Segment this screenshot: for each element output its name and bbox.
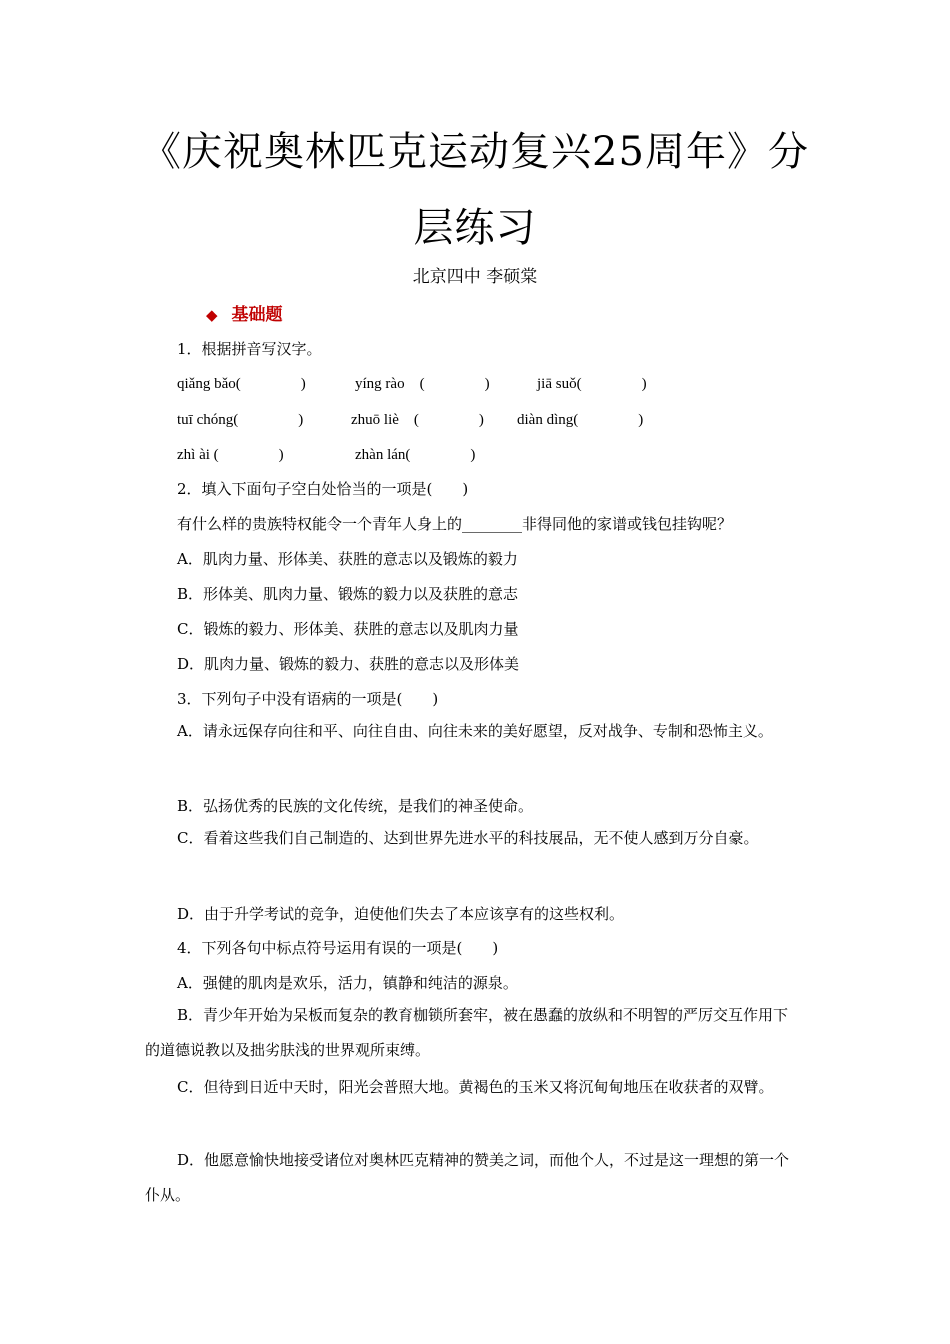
q3-option-a: A．请永远保存向往和平、向往自由、向往未来的美好愿望，反对战争、专制和恐怖主义。: [177, 722, 773, 740]
q3-option-d: D．由于升学考试的竞争，迫使他们失去了本应该享有的这些权利。: [177, 905, 625, 923]
q4-option-c: C．但待到日近中天时，阳光会普照大地。黄褐色的玉米又将沉甸甸地压在收获者的双臂。: [177, 1078, 774, 1096]
section-heading: [206, 300, 283, 325]
q2-option-a: A．肌肉力量、形体美、获胜的意志以及锻炼的毅力: [177, 550, 518, 568]
q2-option-c: C．锻炼的毅力、形体美、获胜的意志以及肌肉力量: [177, 620, 519, 638]
pinyin-item: yíng rào ( ): [355, 376, 490, 392]
q3-stem: 3．下列句子中没有语病的一项是( ): [177, 690, 439, 708]
q2-option-b: B．形体美、肌肉力量、锻炼的毅力以及获胜的意志: [177, 585, 519, 603]
q2-option-d: D．肌肉力量、锻炼的毅力、获胜的意志以及形体美: [177, 655, 520, 673]
q3-option-b: B．弘扬优秀的民族的文化传统，是我们的神圣使命。: [177, 797, 534, 815]
pinyin-item: zhàn lán( ): [355, 447, 476, 463]
q3-option-c: C．看着这些我们自己制造的、达到世界先进水平的科技展品，无不使人感到万分自豪。: [177, 829, 759, 847]
pinyin-item: zhuō liè ( ): [351, 412, 484, 428]
pinyin-item: diàn dìng( ): [517, 412, 644, 428]
pinyin-item: tuī chóng( ): [177, 412, 304, 428]
q4-option-b: B．青少年开始为呆板而复杂的教育枷锁所套牢，被在愚蠢的放纵和不明智的严厉交互作用下的道德说教以及拙劣肤浅的世界观所束缚。: [145, 1006, 789, 1059]
q2-sentence: 有什么样的贵族特权能令一个青年人身上的________非得同他的家谱或钱包挂钩呢？: [177, 515, 733, 533]
diamond-bullet-icon: ◆: [206, 306, 218, 324]
page-title-line-1: 《庆祝奥林匹克运动复兴25周年》分: [141, 129, 809, 175]
page-title-line-2: 层练习: [413, 205, 537, 251]
pinyin-item: zhì ài ( ): [177, 447, 284, 463]
q4-stem: 4．下列各句中标点符号运用有误的一项是( ): [177, 939, 499, 957]
q4-option-d: D．他愿意愉快地接受诸位对奥林匹克精神的赞美之词，而他个人，不过是这一理想的第一个仆从。: [145, 1151, 790, 1204]
q2-stem: 2．填入下面句子空白处恰当的一项是( ): [177, 480, 469, 498]
pinyin-item: qiǎng bǎo( ): [177, 376, 306, 392]
q1-stem: 1．根据拼音写汉字。: [177, 340, 322, 358]
pinyin-item: jiā suǒ( ): [537, 376, 647, 392]
q4-option-a: A．强健的肌肉是欢乐，活力，镇静和纯洁的源泉。: [177, 974, 518, 992]
section-label: 基础题: [231, 305, 283, 325]
author: 北京四中 李硕棠: [412, 267, 538, 287]
